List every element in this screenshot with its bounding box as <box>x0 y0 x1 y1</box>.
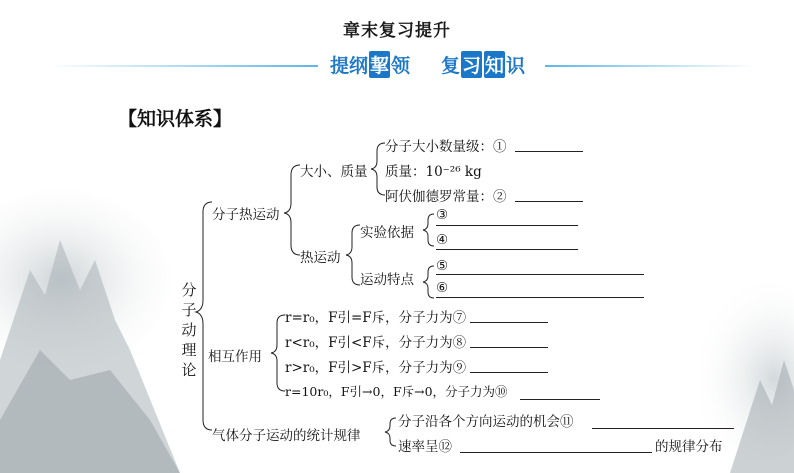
node-evidence: 实验依据 <box>360 225 414 241</box>
interaction-repulsive: r<r₀，F引<F斥，分子力为⑧ <box>285 335 467 351</box>
blank-4: ④ <box>436 232 449 248</box>
banner-char: 提 <box>330 54 350 77</box>
stat-speed-prefix: 速率呈⑫ <box>398 439 452 455</box>
banner-char-boxed: 挈 <box>369 51 390 78</box>
blank-line-6 <box>436 297 644 298</box>
blank-line-4 <box>436 249 578 250</box>
blank-6: ⑥ <box>436 280 449 296</box>
blank-3: ③ <box>436 207 449 223</box>
blank-line-9 <box>470 372 548 373</box>
blank-line-10 <box>520 399 600 400</box>
banner-char: 识 <box>506 54 526 77</box>
blank-line-3 <box>436 225 578 226</box>
banner-char: 复 <box>441 54 461 77</box>
leaf-avogadro: 阿伏伽德罗常量：② <box>385 189 507 205</box>
branch-thermal-motion: 分子热运动 <box>212 207 280 223</box>
blank-line-5 <box>436 274 644 275</box>
banner-char: 领 <box>391 54 411 77</box>
root-label: 分子动理论 <box>181 281 197 379</box>
banner-char-boxed: 习 <box>461 51 482 78</box>
blank-line-1 <box>515 151 583 152</box>
section-heading: 【知识体系】 <box>118 108 233 130</box>
blank-line-8 <box>470 347 548 348</box>
node-motion-features: 运动特点 <box>360 272 414 288</box>
leaf-mass: 质量：10⁻²⁶ kg <box>385 164 482 180</box>
node-interaction: 相互作用 <box>208 349 262 365</box>
interaction-far: r=10r₀，F引→0，F斥→0，分子力为⑩ <box>285 384 508 399</box>
banner-char-boxed: 知 <box>484 51 505 78</box>
interaction-attractive: r>r₀，F引>F斥，分子力为⑨ <box>285 360 467 376</box>
page-title: 章末复习提升 <box>343 21 451 41</box>
banner-char: 纲 <box>349 54 369 77</box>
blank-line-12 <box>460 452 652 453</box>
node-statistics: 气体分子运动的统计规律 <box>212 428 361 444</box>
blank-line-7 <box>470 322 548 323</box>
stat-direction: 分子沿各个方向运动的机会⑪ <box>398 414 574 430</box>
node-size-mass: 大小、质量 <box>300 164 368 180</box>
leaf-order-of-magnitude: 分子大小数量级：① <box>385 139 507 155</box>
node-thermal-motion: 热运动 <box>300 250 341 266</box>
blank-5: ⑤ <box>436 258 449 274</box>
interaction-equilibrium: r=r₀，F引=F斥，分子力为⑦ <box>285 310 467 326</box>
blank-line-11 <box>592 428 734 429</box>
blank-line-2 <box>515 201 583 202</box>
stat-speed-suffix: 的规律分布 <box>655 439 723 455</box>
